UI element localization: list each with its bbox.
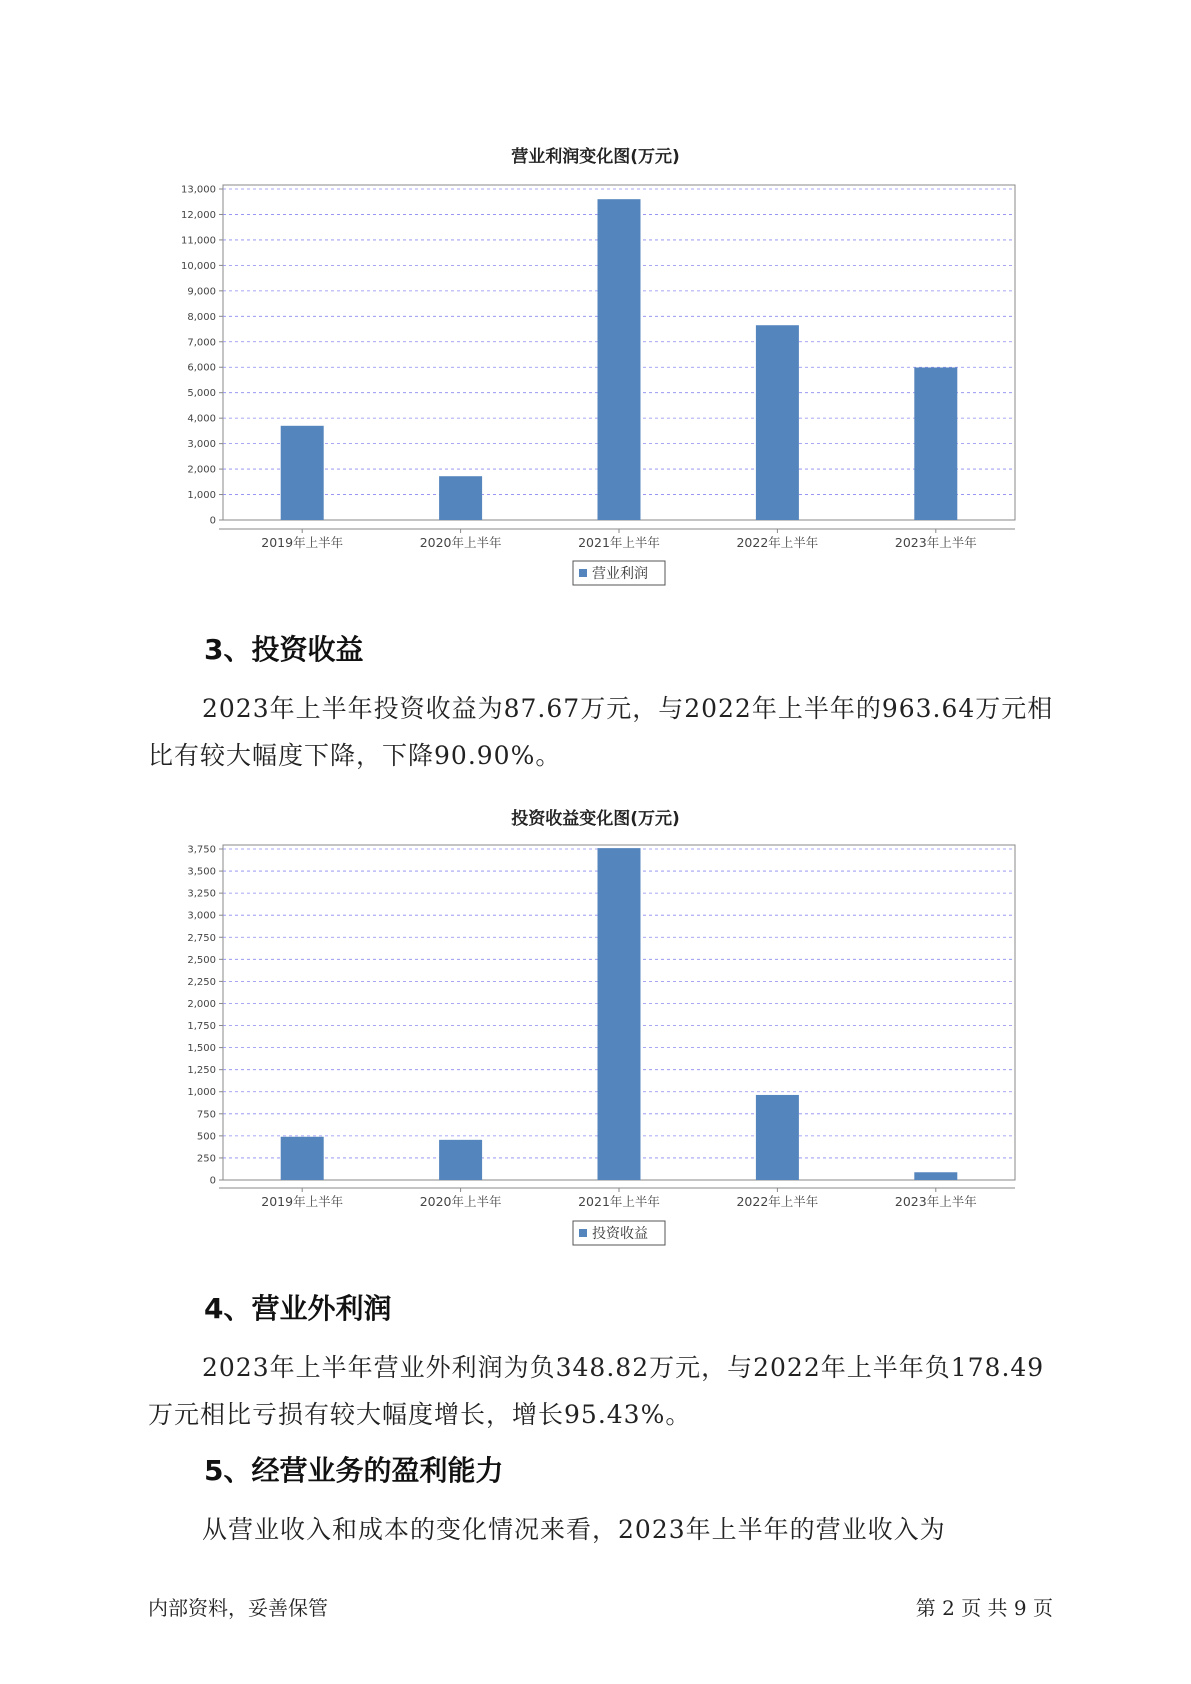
y-tick-label: 6,000 xyxy=(187,362,216,374)
y-tick-label: 2,750 xyxy=(187,932,216,944)
section-4-heading: 4、营业外利润 xyxy=(204,1292,392,1325)
legend-swatch xyxy=(579,569,587,577)
section-4-paragraph xyxy=(148,1344,1053,1438)
y-tick-label: 1,250 xyxy=(187,1065,216,1077)
x-tick-label: 2019年上半年 xyxy=(261,1194,344,1209)
y-tick-label: 2,250 xyxy=(187,976,216,988)
y-tick-label: 0 xyxy=(209,515,216,527)
bar xyxy=(914,1172,957,1180)
y-tick-label: 3,000 xyxy=(187,910,216,922)
y-tick-label: 1,500 xyxy=(187,1043,216,1055)
y-tick-label: 2,000 xyxy=(187,998,216,1010)
profit-chart-title: 营业利润变化图(万元) xyxy=(511,147,680,167)
x-tick-label: 2023年上半年 xyxy=(894,1194,977,1209)
section-5-paragraph xyxy=(148,1506,1053,1553)
legend xyxy=(573,1221,665,1245)
section-5-heading: 5、经营业务的盈利能力 xyxy=(204,1454,504,1487)
bar xyxy=(756,1095,799,1180)
bar xyxy=(281,1137,324,1180)
y-tick-label: 0 xyxy=(209,1175,216,1187)
invest-chart-title: 投资收益变化图(万元) xyxy=(511,809,680,829)
profit-chart xyxy=(0,0,1191,600)
bar xyxy=(281,426,324,520)
legend xyxy=(573,561,665,585)
y-tick-label: 10,000 xyxy=(181,260,216,272)
x-tick-label: 2020年上半年 xyxy=(419,535,502,550)
legend-swatch xyxy=(579,1229,587,1237)
bar xyxy=(598,199,641,520)
y-tick-label: 3,250 xyxy=(187,888,216,900)
x-tick-label: 2021年上半年 xyxy=(578,535,660,550)
legend-label: 营业利润 xyxy=(592,566,648,582)
y-tick-label: 250 xyxy=(196,1153,216,1165)
y-tick-label: 8,000 xyxy=(187,311,216,323)
y-tick-label: 12,000 xyxy=(181,209,216,221)
x-tick-label: 2022年上半年 xyxy=(736,535,819,550)
x-tick-label: 2021年上半年 xyxy=(578,1194,660,1209)
y-tick-label: 750 xyxy=(196,1109,216,1121)
y-tick-label: 1,000 xyxy=(187,1087,216,1099)
section-4-line-2: 万元相比亏损有较大幅度增长，增长95.43%。 xyxy=(148,1400,692,1429)
y-tick-label: 3,500 xyxy=(187,866,216,878)
invest-chart xyxy=(0,600,1191,1260)
bar xyxy=(914,367,957,520)
footer-page-number: 第 2 页 共 9 页 xyxy=(915,1596,1053,1620)
section-3-line-2: 比有较大幅度下降，下降90.90%。 xyxy=(148,741,562,770)
y-tick-label: 4,000 xyxy=(187,413,216,425)
y-tick-label: 3,750 xyxy=(187,844,216,856)
y-tick-label: 3,000 xyxy=(187,439,216,451)
y-tick-label: 11,000 xyxy=(181,235,216,247)
section-4-line-1: 2023年上半年营业外利润为负348.82万元，与2022年上半年负178.49 xyxy=(202,1353,1045,1382)
bar xyxy=(598,848,641,1180)
legend-label: 投资收益 xyxy=(592,1226,648,1242)
y-tick-label: 7,000 xyxy=(187,337,216,349)
section-5-line-1: 从营业收入和成本的变化情况来看，2023年上半年的营业收入为 xyxy=(202,1515,946,1544)
footer-left: 内部资料，妥善保管 xyxy=(148,1596,328,1620)
y-tick-label: 1,750 xyxy=(187,1021,216,1033)
x-tick-label: 2019年上半年 xyxy=(261,535,344,550)
y-tick-label: 5,000 xyxy=(187,388,216,400)
y-tick-label: 9,000 xyxy=(187,286,216,298)
y-tick-label: 2,000 xyxy=(187,464,216,476)
section-3-heading: 3、投资收益 xyxy=(204,633,364,666)
bar xyxy=(756,325,799,520)
y-tick-label: 13,000 xyxy=(181,184,216,196)
x-tick-label: 2020年上半年 xyxy=(419,1194,502,1209)
x-tick-label: 2023年上半年 xyxy=(894,535,977,550)
y-tick-label: 500 xyxy=(196,1131,216,1143)
x-tick-label: 2022年上半年 xyxy=(736,1194,819,1209)
bar xyxy=(439,1140,482,1180)
bar xyxy=(439,476,482,520)
y-tick-label: 1,000 xyxy=(187,490,216,502)
y-tick-label: 2,500 xyxy=(187,954,216,966)
section-3-line-1: 2023年上半年投资收益为87.67万元，与2022年上半年的963.64万元相 xyxy=(202,694,1054,723)
